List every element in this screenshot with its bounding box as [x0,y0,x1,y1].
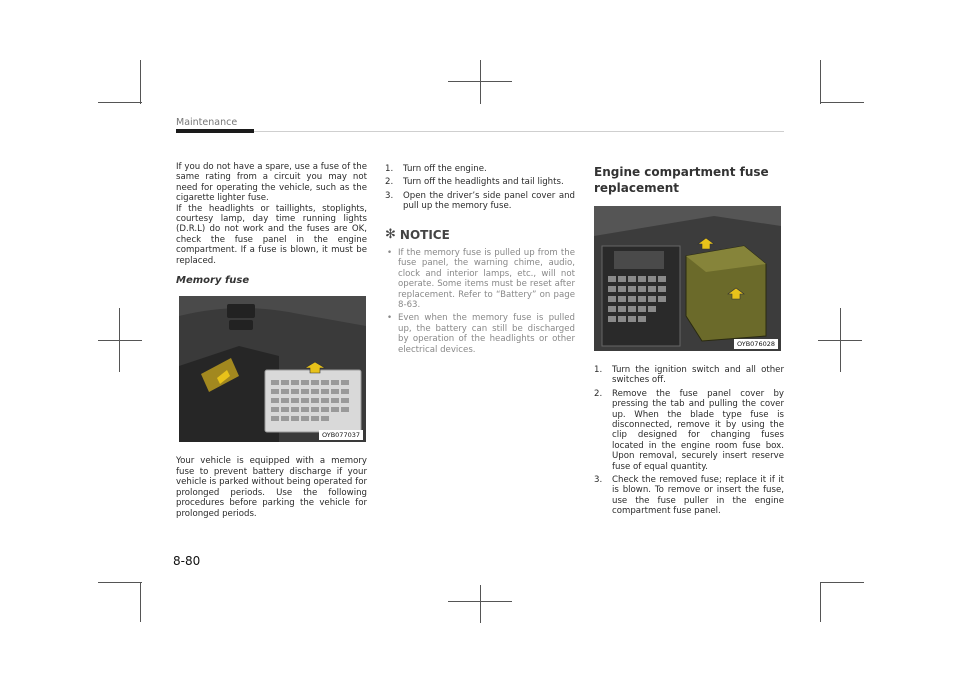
engine-fuse-illustration [594,206,781,351]
list-item: 3. Check the removed fuse; replace it if it is blown. To remove or insert the fuse, use the fuse puller in the engine compartment fuse panel. [594,475,784,517]
list-item: 1. Turn the ignition switch and all other switches off. [594,365,784,386]
notice-heading [385,226,575,242]
engine-fuse-steps [594,365,784,517]
memory-fuse-steps [385,164,575,212]
column-2 [385,164,575,358]
intro-paragraph-1: If you do not have a spare, use a fuse of the same rating from a circuit you may not need for operating the vehicle, such as the cigarette lighter fuse. [176,162,367,204]
notice-list [385,248,575,355]
list-item: • Even when the memory fuse is pulled up, the battery can still be discharged by operation of the headlights or other electrical devices. [387,313,575,355]
column-3 [594,164,784,520]
column-1 [176,162,367,519]
intro-paragraph-2: If the headlights or taillights, stoplights, courtesy lamp, day time running lights (D.R.L) do not work and the fuses are OK, check the fuse panel in the engine compartment. If a fuse is blown, it must be replaced. [176,203,367,266]
memory-fuse-paragraph: Your vehicle is equipped with a memory fuse to prevent battery discharge if your vehicle is parked without being operated for prolonged periods. Use the following procedures before parking the vehicle for prolonged periods. [176,456,367,519]
notice-title: NOTICE [399,227,450,242]
header-rule [254,131,784,132]
section-header: Maintenance [176,117,238,128]
memory-fuse-illustration [179,296,366,442]
list-item: 2. Turn off the headlights and tail lights. [385,177,564,188]
list-item: 3. Open the driver’s side panel cover and pull up the memory fuse. [385,190,575,212]
figure-code: OYB077037 [319,430,363,440]
engine-fuse-figure [594,206,781,351]
list-item: 2. Remove the fuse panel cover by pressing the tab and pulling the cover up. When the blade type fuse is disconnected, remove it by using the clip designed for changing fuses located in the engine room fuse box. Upon removal, securely insert reserve fuse of equal quantity. [594,388,784,472]
list-item: • If the memory fuse is pulled up from the fuse panel, the warning chime, audio, clock and interior lamps, etc., will not operate. Some items must be reset after replacement. Refer to “Battery” on page 8-63. [387,248,575,311]
notice-star-icon: ✻ [385,226,396,242]
figure-code: OYB076028 [734,339,778,349]
header-bar [176,129,254,133]
memory-fuse-figure [179,296,366,442]
engine-fuse-heading: Engine compartment fuse replacement [594,165,769,195]
memory-fuse-heading: Memory fuse [176,275,250,287]
page-number: 8-80 [173,554,201,568]
list-item: 1. Turn off the engine. [385,164,487,174]
